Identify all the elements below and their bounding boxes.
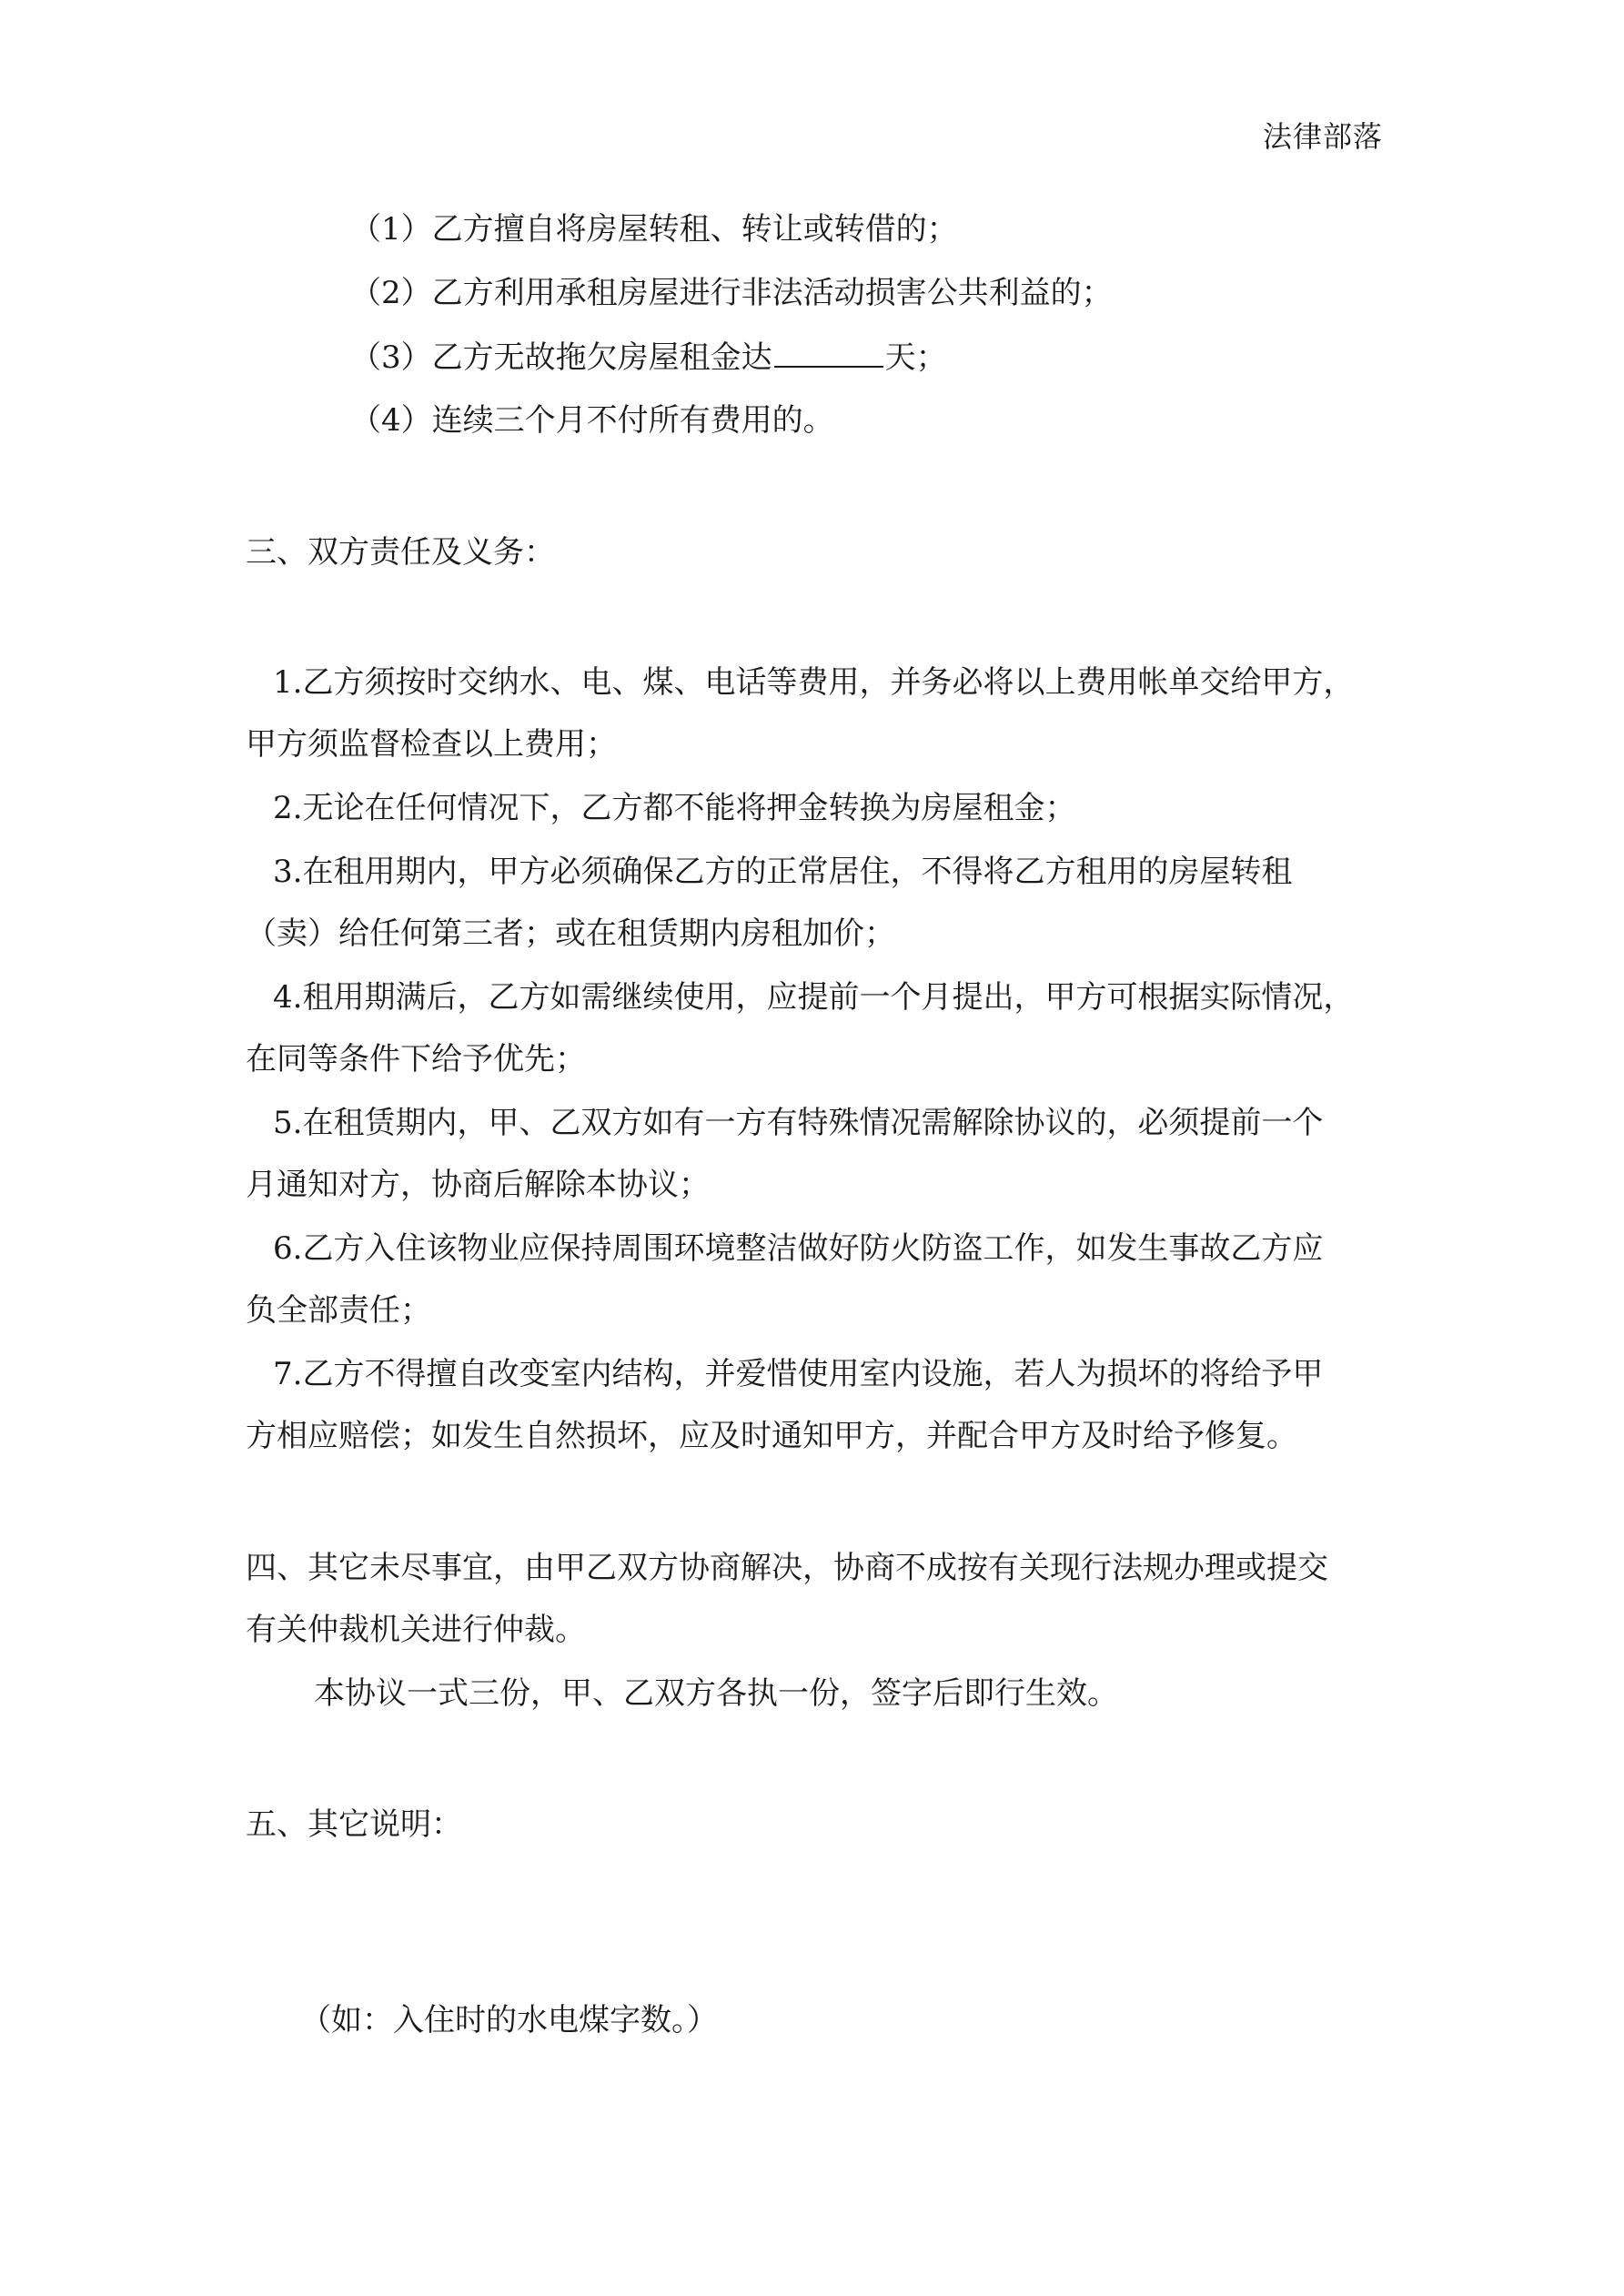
section-3-line-1b: 甲方须监督检查以上费用； <box>246 726 617 763</box>
section-3-line-7b: 方相应赔偿；如发生自然损坏，应及时通知甲方，并配合甲方及时给予修复。 <box>246 1418 1297 1454</box>
section-4-line-2: 有关仲裁机关进行仲裁。 <box>246 1612 586 1648</box>
section-3-line-3a: 3.在租用期内，甲方必须确保乙方的正常居住，不得将乙方租用的房屋转租 <box>273 854 1293 890</box>
section-3-line-6a: 6.乙方入住该物业应保持周围环境整洁做好防火防盗工作，如发生事故乙方应 <box>273 1230 1324 1267</box>
section-3-title: 三、双方责任及义务： <box>246 534 555 571</box>
section-3-line-3b: （卖）给任何第三者；或在租赁期内房租加价； <box>246 915 895 952</box>
section-3-line-7a: 7.乙方不得擅自改变室内结构，并爱惜使用室内设施，若人为损坏的将给予甲 <box>273 1356 1324 1392</box>
section-3-line-6b: 负全部责任； <box>246 1292 431 1329</box>
clause-item-1: （1）乙方擅自将房屋转租、转让或转借的； <box>350 211 958 248</box>
section-4-effect-clause: 本协议一式三份，甲、乙双方各执一份，签字后即行生效。 <box>314 1675 1118 1712</box>
days-blank-field <box>774 339 883 368</box>
section-3-line-4a: 4.租用期满后，乙方如需继续使用，应提前一个月提出，甲方可根据实际情况， <box>273 979 1355 1016</box>
section-5-title: 五、其它说明： <box>246 1806 462 1843</box>
clause-item-2: （2）乙方利用承租房屋进行非法活动损害公共利益的； <box>350 275 1113 311</box>
section-3-line-1a: 1.乙方须按时交纳水、电、煤、电话等费用，并务必将以上费用帐单交给甲方， <box>273 664 1355 701</box>
section-3-line-5b: 月通知对方，协商后解除本协议； <box>246 1167 710 1203</box>
clause-item-4: （4）连续三个月不付所有费用的。 <box>350 402 834 439</box>
clause-item-3-suffix: 天； <box>884 339 947 376</box>
section-3-line-4b: 在同等条件下给予优先； <box>246 1041 586 1077</box>
section-4-line-1: 四、其它未尽事宜，由甲乙双方协商解决，协商不成按有关现行法规办理或提交 <box>246 1550 1328 1586</box>
section-5-note: （如：入住时的水电煤字数。） <box>300 2002 718 2038</box>
page-header-site-name: 法律部落 <box>1262 119 1383 154</box>
clause-item-3-text: （3）乙方无故拖欠房屋租金达 <box>350 339 772 376</box>
clause-item-3 <box>350 339 947 376</box>
section-3-line-2: 2.无论在任何情况下，乙方都不能将押金转换为房屋租金； <box>273 790 1076 826</box>
section-3-line-5a: 5.在租赁期内，甲、乙双方如有一方有特殊情况需解除协议的，必须提前一个 <box>273 1105 1324 1141</box>
